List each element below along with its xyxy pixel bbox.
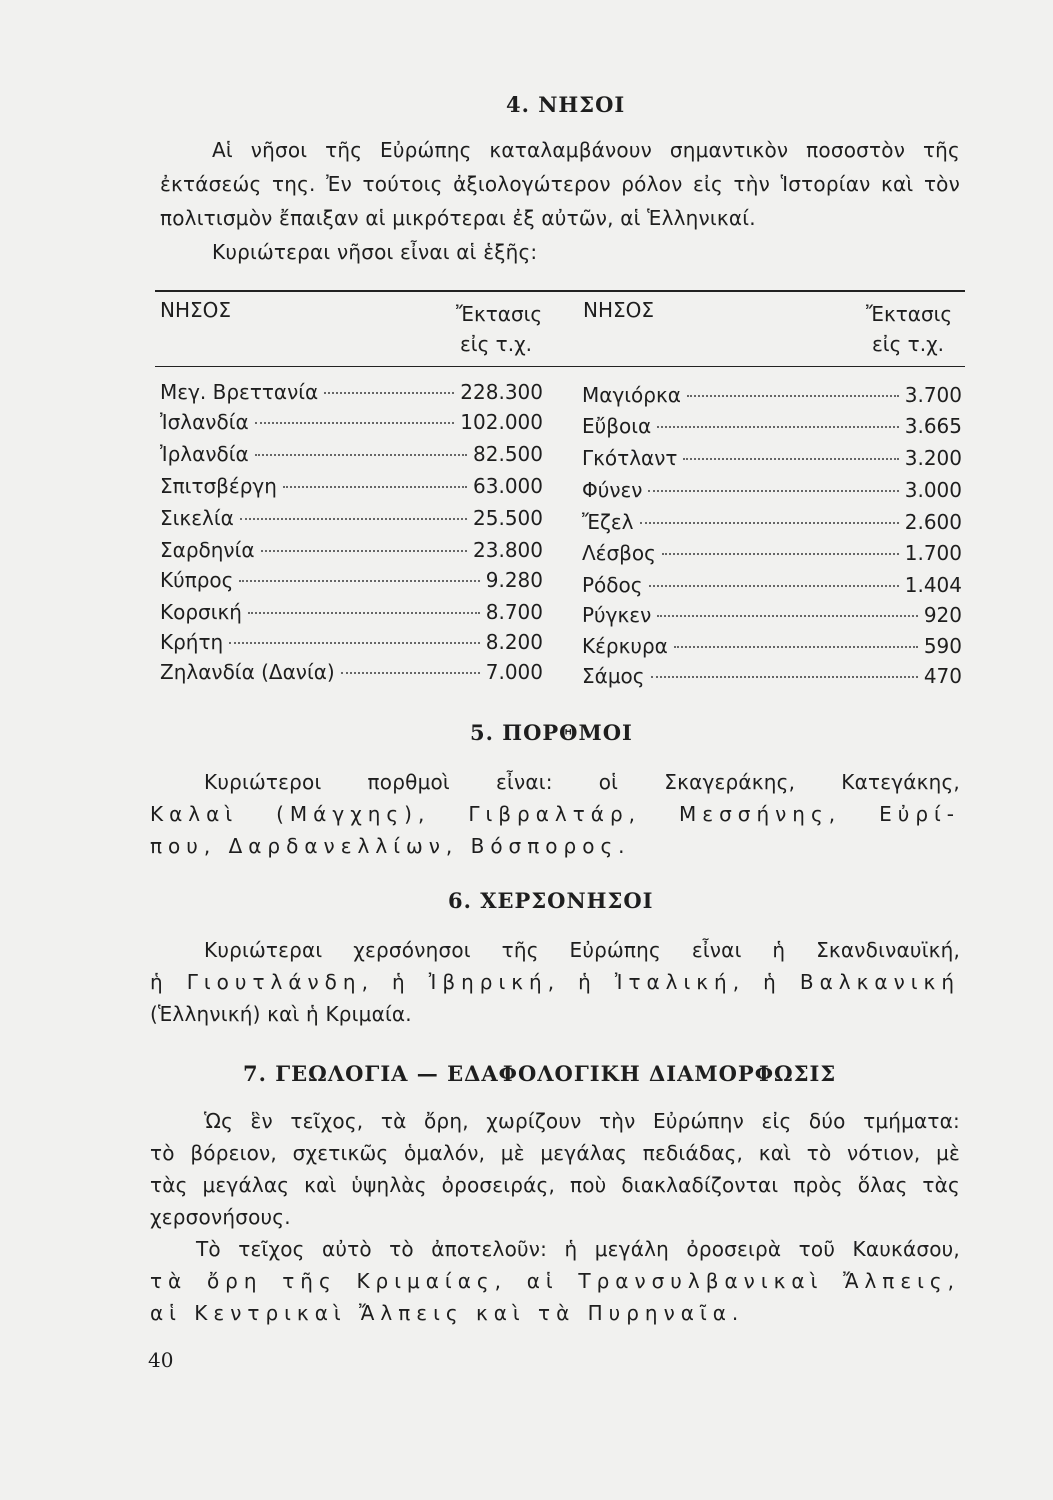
s4-line: ἐκτάσεώς της. Ἐν τούτοις ἀξιολογώτερον ρόλον εἰς τὴν Ἱστορίαν καὶ τὸν <box>160 172 960 196</box>
island-name: Ρύγκεν <box>582 603 652 627</box>
island-area: 590 <box>923 634 962 658</box>
island-area: 228.300 <box>460 380 543 404</box>
island-name: Ρόδος <box>582 573 643 597</box>
s7-line: Τὸ τεῖχος αὐτὸ τὸ ἀποτελοῦν: ἡ μεγάλη ὀροσειρὰ τοῦ Καυκάσου, <box>196 1237 960 1261</box>
s7-line: τὰ ὄρη τῆς Κριμαίας, αἱ Τρανσυλβανικαὶ Ἄλπεις, <box>150 1269 960 1293</box>
island-name: Ἰρλανδία <box>160 442 249 466</box>
table-header-area: Ἔκτασις <box>456 302 543 326</box>
s7-line: χερσονήσους. <box>150 1205 291 1229</box>
table-header-island: ΝΗΣΟΣ <box>160 298 232 322</box>
table-row <box>582 510 962 538</box>
table-row <box>160 660 543 688</box>
island-area: 8.700 <box>485 600 543 624</box>
table-row <box>582 634 962 662</box>
section-5-heading: 5. ΠΟΡΘΜΟΙ <box>470 720 633 745</box>
table-row <box>160 630 543 658</box>
table-header-island: ΝΗΣΟΣ <box>583 298 655 322</box>
island-area: 3.665 <box>904 414 962 438</box>
table-row <box>160 410 543 438</box>
table-row <box>160 474 543 502</box>
island-area: 3.000 <box>904 478 962 502</box>
table-row <box>582 446 962 474</box>
island-area: 1.404 <box>904 573 962 597</box>
table-top-rule <box>155 290 965 292</box>
island-name: Μαγιόρκα <box>582 383 681 407</box>
page-number: 40 <box>148 1348 174 1372</box>
table-row <box>582 541 962 569</box>
table-row <box>160 506 543 534</box>
table-header-area: Ἔκτασις <box>866 302 953 326</box>
island-area: 3.700 <box>904 383 962 407</box>
island-area: 3.200 <box>904 446 962 470</box>
island-name: Φύνεν <box>582 478 643 502</box>
island-name: Σικελία <box>160 506 234 530</box>
table-row <box>160 538 543 566</box>
table-header-unit: εἰς τ.χ. <box>872 332 944 356</box>
island-name: Κρήτη <box>160 630 224 654</box>
island-name: Μεγ. Βρεττανία <box>160 380 319 404</box>
table-row <box>582 603 962 631</box>
island-area: 7.000 <box>485 660 543 684</box>
s7-line: τὸ βόρειον, σχετικῶς ὁμαλόν, μὲ μεγάλας πεδιάδας, καὶ τὸ νότιον, μὲ <box>150 1141 960 1165</box>
island-name: Γκότλαντ <box>582 446 678 470</box>
island-area: 63.000 <box>473 474 543 498</box>
s6-line: (Ἑλληνική) καὶ ἡ Κριμαία. <box>150 1002 412 1026</box>
island-area: 470 <box>923 664 962 688</box>
s4-line: Κυριώτεραι νῆσοι εἶναι αἱ ἑξῆς: <box>212 240 538 264</box>
s4-line: πολιτισμὸν ἔπαιξαν αἱ μικρότεραι ἐξ αὐτῶν, αἱ Ἑλληνικαί. <box>160 206 756 230</box>
table-row <box>160 600 543 628</box>
island-name: Κορσική <box>160 600 242 624</box>
island-area: 1.700 <box>904 541 962 565</box>
table-row <box>160 568 543 596</box>
table-row <box>582 478 962 506</box>
island-area: 23.800 <box>473 538 543 562</box>
island-name: Λέσβος <box>582 541 656 565</box>
island-area: 8.200 <box>485 630 543 654</box>
island-name: Κύπρος <box>160 568 234 592</box>
island-name: Εὔβοια <box>582 414 652 438</box>
island-name: Κέρκυρα <box>582 634 668 658</box>
s5-line: Καλαὶ (Μάγχης), Γιβραλτάρ, Μεσσήνης, Εὐρί- <box>150 802 960 826</box>
section-4-heading: 4. ΝΗΣΟΙ <box>506 92 626 117</box>
s6-line: Κυριώτεραι χερσόνησοι τῆς Εὐρώπης εἶναι ἡ Σκανδιναυϊκή, <box>204 938 960 962</box>
island-name: Ἔζελ <box>582 510 634 534</box>
table-row <box>582 664 962 692</box>
island-area: 2.600 <box>904 510 962 534</box>
table-row <box>582 414 962 442</box>
island-area: 102.000 <box>460 410 543 434</box>
island-name: Ζηλανδία (Δανία) <box>160 660 335 684</box>
island-name: Ἰσλανδία <box>160 410 249 434</box>
table-row <box>160 380 543 408</box>
island-area: 82.500 <box>473 442 543 466</box>
section-7-heading: 7. ΓΕΩΛΟΓΙΑ — ΕΔΑΦΟΛΟΓΙΚΗ ΔΙΑΜΟΡΦΩΣΙΣ <box>243 1061 837 1086</box>
s5-line: Κυριώτεροι πορθμοὶ εἶναι: οἱ Σκαγεράκης, Κατεγάκης, <box>204 770 960 794</box>
section-6-heading: 6. ΧΕΡΣΟΝΗΣΟΙ <box>448 888 654 913</box>
s7-line: τὰς μεγάλας καὶ ὑψηλὰς ὀροσειράς, ποὺ διακλαδίζονται πρὸς ὅλας τὰς <box>150 1173 960 1197</box>
s5-line: που, Δαρδανελλίων, Βόσπορος. <box>150 834 631 858</box>
island-name: Σαρδηνία <box>160 538 255 562</box>
table-row <box>582 383 962 411</box>
table-header-rule <box>155 366 965 367</box>
island-name: Σπιτσβέργη <box>160 474 277 498</box>
table-row <box>160 442 543 470</box>
table-header-unit: εἰς τ.χ. <box>460 332 532 356</box>
s6-line: ἡ Γιουτλάνδη, ἡ Ἰβηρική, ἡ Ἰταλική, ἡ Βαλκανική <box>150 970 960 994</box>
s7-line: αἱ Κεντρικαὶ Ἄλπεις καὶ τὰ Πυρηναῖα. <box>150 1301 745 1325</box>
table-row <box>582 573 962 601</box>
island-area: 9.280 <box>485 568 543 592</box>
s4-line: Αἱ νῆσοι τῆς Εὐρώπης καταλαμβάνουν σημαντικὸν ποσοστὸν τῆς <box>212 138 960 162</box>
island-area: 25.500 <box>473 506 543 530</box>
island-name: Σάμος <box>582 664 645 688</box>
island-area: 920 <box>923 603 962 627</box>
s7-line: Ὡς ἓν τεῖχος, τὰ ὄρη, χωρίζουν τὴν Εὐρώπην εἰς δύο τμήματα: <box>204 1109 960 1133</box>
